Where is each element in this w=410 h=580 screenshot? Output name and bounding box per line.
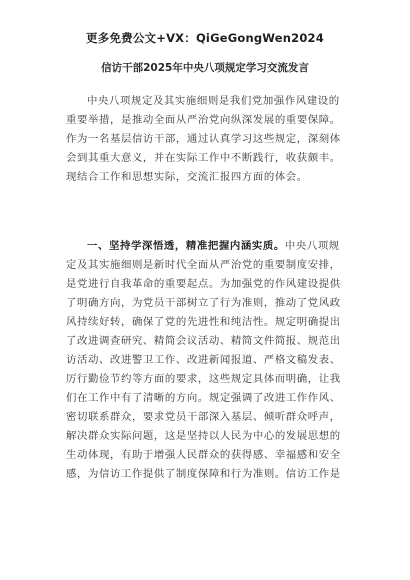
paragraph-line: 中央八项规定及其实施细则是我们党加强作风建设的 [87,95,340,107]
section-one-paragraph [66,237,348,484]
paragraph-line: 定及其实施细则是新时代全面从严治党的重要制度安排， [66,259,341,271]
paragraph-first-line [66,237,348,256]
paragraph-line: 访活动、改进警卫工作、改进新闻报道、严格文稿发表、 [66,354,341,366]
document-title: 信访干部2025年中央八项规定学习交流发言 [101,62,309,74]
paragraph-line: 是党进行自我革命的重要起点。为加强党的作风建设提供 [66,278,341,290]
paragraph-line: 们在工作中有了清晰的方向。规定强调了改进工作作风、 [66,392,341,404]
paragraph-line: 会到其重大意义，并在实际工作中不断践行，收获颇丰。 [66,152,341,164]
paragraph-line: 风持续好转，确保了党的先进性和纯洁性。规定明确提出 [66,316,341,328]
paragraph-line: 感，为信访工作提供了制度保障和行为准则。信访工作是 [66,468,341,480]
paragraph-line: 作为一名基层信访干部，通过认真学习这些规定，深刻体 [66,133,341,145]
paragraph-line: 重要举措，是推动全面从严治党向纵深发展的重要保障。 [66,114,341,126]
paragraph-line: 了明确方向，为党员干部树立了行为准则，推动了党风政 [66,297,341,309]
promo-banner: 更多免费公文+VX：QiGeGongWen2024 [86,31,324,45]
paragraph-line: 生动体现，有助于增强人民群众的获得感、幸福感和安全 [66,449,341,461]
paragraph-line-rest: 中央八项规 [284,240,340,252]
paragraph-line: 密切联系群众，要求党员干部深入基层、倾听群众呼声， [66,411,341,423]
intro-paragraph [66,92,348,187]
paragraph-line: 厉行勤俭节约等方面的要求，这些规定具体而明确，让我 [66,373,341,385]
paragraph-line: 了改进调查研究、精简会议活动、精简文件简报、规范出 [66,335,341,347]
paragraph-line: 解决群众实际问题，这是坚持以人民为中心的发展思想的 [66,430,341,442]
section-heading: 一、坚持学深悟透，精准把握内涵实质。 [87,240,285,252]
paragraph-line: 现结合工作和思想实际，交流汇报四方面的体会。 [66,171,308,183]
